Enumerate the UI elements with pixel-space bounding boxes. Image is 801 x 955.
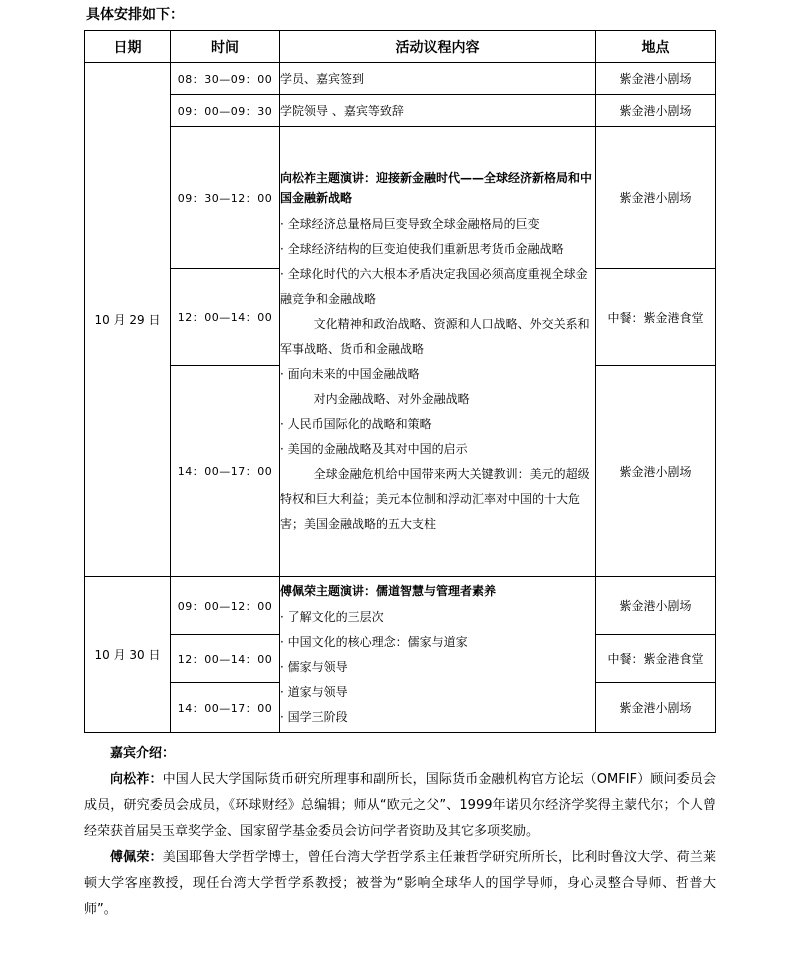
guest-intro xyxy=(84,741,716,923)
talk-line: · 中国文化的核心理念：儒家与道家 xyxy=(280,634,468,649)
content-cell: 学员、嘉宾签到 xyxy=(280,63,596,95)
place-cell: 紫金港小剧场 xyxy=(596,366,716,577)
time-cell: 09：00—09：30 xyxy=(171,95,280,127)
table-row xyxy=(85,63,716,95)
talk-line: · 了解文化的三层次 xyxy=(280,609,384,624)
talk-cell-day1 xyxy=(280,127,596,577)
table-row xyxy=(85,577,716,635)
talk-line: · 全球经济结构的巨变迫使我们重新思考货币金融战略 xyxy=(280,241,564,256)
guest-paragraph-xiang xyxy=(84,767,716,845)
talk-line: 全球金融危机给中国带来两大关键教训：美元的超级特权和巨大利益；美元本位制和浮动汇率对中国的十大危害；美国金融战略的五大支柱 xyxy=(280,466,590,531)
talk-line: · 儒家与领导 xyxy=(280,659,348,674)
table-header-row xyxy=(85,31,716,63)
place-cell: 中餐：紫金港食堂 xyxy=(596,635,716,683)
talk-title: 向松祚主题演讲：迎接新金融时代——全球经济新格局和中国金融新战略 xyxy=(280,170,593,205)
place-cell: 紫金港小剧场 xyxy=(596,127,716,269)
time-cell: 12：00—14：00 xyxy=(171,635,280,683)
talk-line: · 全球化时代的六大根本矛盾决定我国必须高度重视全球金融竞争和金融战略 xyxy=(280,266,588,306)
time-cell: 09：00—12：00 xyxy=(171,577,280,635)
talk-line: · 面向未来的中国金融战略 xyxy=(280,366,420,381)
table-row xyxy=(85,95,716,127)
place-cell: 紫金港小剧场 xyxy=(596,683,716,733)
guest-bio: 美国耶鲁大学哲学博士，曾任台湾大学哲学系主任兼哲学研究所所长，比利时鲁汶大学、荷兰莱顿大学客座教授，现任台湾大学哲学系教授；被誉为“影响全球华人的国学导师，身心灵整合导师、哲普大师”。 xyxy=(84,850,716,917)
header-content: 活动议程内容 xyxy=(280,31,596,63)
place-cell: 紫金港小剧场 xyxy=(596,95,716,127)
talk-line: · 全球经济总量格局巨变导致全球金融格局的巨变 xyxy=(280,216,540,231)
talk-line: 对内金融战略、对外金融战略 xyxy=(313,391,470,406)
header-place: 地点 xyxy=(596,31,716,63)
content-cell: 学院领导 、嘉宾等致辞 xyxy=(280,95,596,127)
talk-line: · 国学三阶段 xyxy=(280,709,348,724)
guest-bio: 中国人民大学国际货币研究所理事和副所长，国际货币金融机构官方论坛（OMFIF）顾问委员会成员，研究委员会成员，《环球财经》总编辑；师从“欧元之父”、1999年诺贝尔经济学奖得主蒙代尔；个人曾经荣获首届吴玉章奖学金、国家留学基金委员会访问学者资助及其它多项奖励。 xyxy=(84,772,716,839)
date-cell-day1: 10 月 29 日 xyxy=(85,63,171,577)
header-time: 时间 xyxy=(171,31,280,63)
talk-cell-day2 xyxy=(280,577,596,733)
time-cell: 09：30—12：00 xyxy=(171,127,280,269)
time-cell: 12：00—14：00 xyxy=(171,269,280,366)
talk-line: 文化精神和政治战略、资源和人口战略、外交关系和军事战略、货币和金融战略 xyxy=(280,316,590,356)
time-cell: 14：00—17：00 xyxy=(171,683,280,733)
talk-title: 傅佩荣主题演讲：儒道智慧与管理者素养 xyxy=(280,583,497,598)
place-cell: 紫金港小剧场 xyxy=(596,577,716,635)
talk-line: · 美国的金融战略及其对中国的启示 xyxy=(280,441,468,456)
guest-intro-heading: 嘉宾介绍： xyxy=(110,746,176,761)
date-cell-day2: 10 月 30 日 xyxy=(85,577,171,733)
guest-name: 傅佩荣： xyxy=(110,850,163,865)
place-cell: 紫金港小剧场 xyxy=(596,63,716,95)
guest-name: 向松祚： xyxy=(110,772,163,787)
guest-paragraph-fu xyxy=(84,845,716,923)
header-date: 日期 xyxy=(85,31,171,63)
talk-line: · 人民币国际化的战略和策略 xyxy=(280,416,432,431)
schedule-table xyxy=(84,30,716,733)
schedule-heading: 具体安排如下： xyxy=(86,7,184,23)
time-cell: 08：30—09：00 xyxy=(171,63,280,95)
table-row xyxy=(85,127,716,269)
place-cell: 中餐：紫金港食堂 xyxy=(596,269,716,366)
talk-line: · 道家与领导 xyxy=(280,684,348,699)
time-cell: 14：00—17：00 xyxy=(171,366,280,577)
